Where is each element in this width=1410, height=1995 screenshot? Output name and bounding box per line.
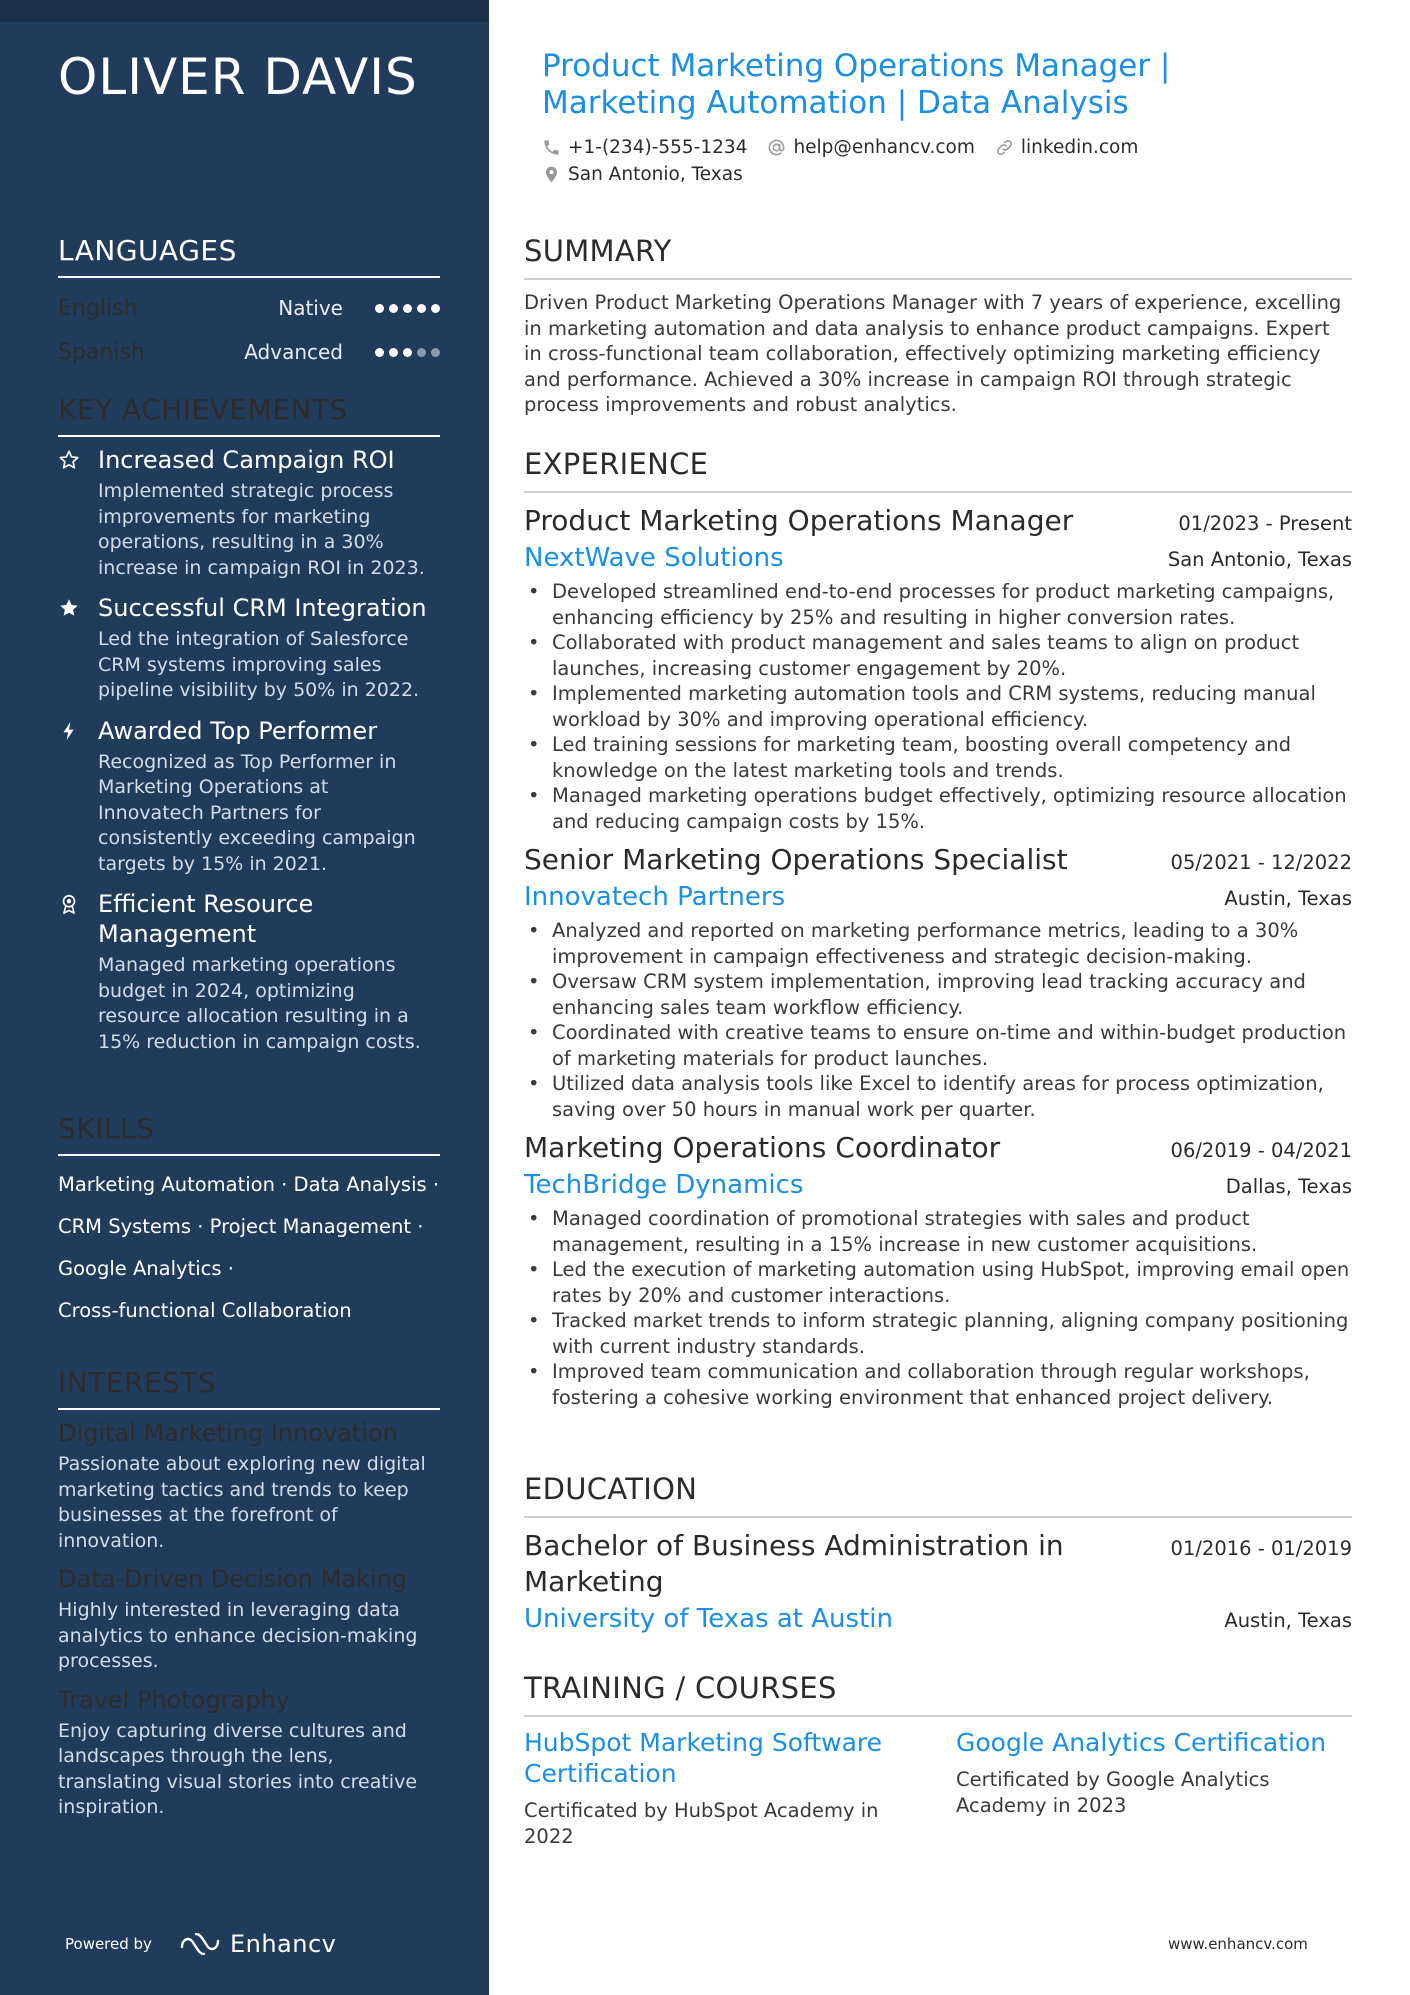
education-title: EDUCATION	[524, 1472, 1352, 1518]
at-icon	[767, 138, 786, 157]
languages-title: LANGUAGES	[58, 234, 440, 278]
language-name: English	[58, 295, 138, 321]
skill-line: Cross-functional Collaboration	[58, 1299, 352, 1322]
job-bullets	[524, 1206, 1352, 1410]
bullet-item: • Managed marketing operations budget effectively, optimizing resource allocation and reducing campaign costs by 15%.	[524, 783, 1352, 834]
achievement-item	[58, 716, 440, 878]
contact-linkedin[interactable]	[995, 137, 1138, 158]
achievement-title: Efficient Resource Management	[98, 890, 314, 948]
bullet-item: • Tracked market trends to inform strategic planning, aligning company positioning with current industry standards.	[524, 1308, 1352, 1359]
sidebar-top-bar	[0, 0, 489, 22]
proficiency-dots	[375, 304, 440, 313]
language-row	[58, 330, 440, 374]
skill-line: CRM Systems · Project Management ·	[58, 1215, 424, 1238]
job-location: San Antonio, Texas	[1167, 548, 1352, 571]
job-bullets	[524, 579, 1352, 834]
achievement-title: Awarded Top Performer	[98, 716, 378, 745]
job-entry	[524, 503, 1352, 834]
summary-section	[524, 234, 1352, 418]
interest-title: Travel Photography	[58, 1685, 290, 1714]
skills-title: SKILLS	[58, 1112, 440, 1156]
achievements-section	[58, 393, 440, 1067]
education-section	[524, 1472, 1352, 1636]
bullet-item: • Coordinated with creative teams to ensure on-time and within-budget production of marketing materials for product launches.	[524, 1020, 1352, 1071]
education-location: Austin, Texas	[1224, 1609, 1352, 1632]
experience-section	[524, 447, 1352, 1418]
achievement-description: Managed marketing operations budget in 2024, optimizing resource allocation resulting in a 15% reduction in campaign costs.	[98, 954, 421, 1053]
training-section	[524, 1671, 1352, 1850]
lightning-icon	[58, 716, 98, 878]
contact-location	[542, 164, 743, 185]
location-text: San Antonio, Texas	[568, 164, 743, 185]
bullet-item: • Oversaw CRM system implementation, improving lead tracking accuracy and enhancing sales team workflow efficiency.	[524, 969, 1352, 1020]
language-row	[58, 286, 440, 330]
language-name: Spanish	[58, 339, 145, 365]
language-level: Advanced	[244, 340, 343, 364]
powered-by-label: Powered by	[65, 1935, 152, 1953]
interest-description: Highly interested in leveraging data analytics to enhance decision-making processes.	[58, 1599, 418, 1672]
summary-title: SUMMARY	[524, 234, 1352, 280]
languages-section	[58, 234, 440, 374]
interest-title: Digital Marketing Innovation	[58, 1419, 398, 1447]
job-bullets	[524, 918, 1352, 1122]
school-name: University of Texas at Austin	[524, 1604, 893, 1634]
experience-title: EXPERIENCE	[524, 447, 1352, 493]
achievement-description: Recognized as Top Performer in Marketing Operations at Innovatech Partners for consistently exceeding campaign targets by 15% in 2021.	[98, 750, 416, 875]
course-item	[956, 1727, 1352, 1850]
course-description: Certificated by Google Analytics Academy in 2023	[956, 1768, 1270, 1817]
star-filled-icon	[58, 593, 98, 704]
summary-text: Driven Product Marketing Operations Manager with 7 years of experience, excelling in marketing automation and data analysis to enhance product campaigns. Expert in cross-functional team collaboration, effectively optimizing marketing efficiency and performance. Achieved a 30% increase in campaign ROI through strategic process improvements and robust analytics.	[524, 291, 1342, 416]
job-location: Dallas, Texas	[1225, 1175, 1352, 1198]
proficiency-dot	[417, 348, 426, 357]
star-outline-icon	[58, 445, 98, 581]
job-date: 05/2021 - 12/2022	[1170, 851, 1352, 874]
job-title: Senior Marketing Operations Specialist	[524, 843, 1068, 876]
bullet-item: • Utilized data analysis tools like Excel to identify areas for process optimization, saving over 50 hours in manual work per quarter.	[524, 1071, 1352, 1122]
proficiency-dot	[417, 304, 426, 313]
bullet-item: • Improved team communication and collaboration through regular workshops, fostering a cohesive working environment that enhanced project delivery.	[524, 1359, 1352, 1410]
course-title: Google Analytics Certification	[956, 1728, 1327, 1757]
interest-title: Data-Driven Decision Making	[58, 1565, 408, 1593]
link-icon	[995, 138, 1014, 157]
proficiency-dot	[403, 348, 412, 357]
skill-line: Google Analytics ·	[58, 1257, 234, 1280]
interests-title: INTERESTS	[58, 1366, 440, 1410]
job-title: Marketing Operations Coordinator	[524, 1131, 1001, 1164]
candidate-name: OLIVER DAVIS	[58, 48, 418, 106]
enhancv-logo-icon	[178, 1933, 222, 1955]
achievement-item	[58, 593, 440, 704]
bullet-item: • Managed coordination of promotional strategies with sales and product management, resulting in a 15% increase in new customer acquisitions.	[524, 1206, 1352, 1257]
headline: Product Marketing Operations Manager | Marketing Automation | Data Analysis	[542, 48, 1171, 121]
bullet-item: • Collaborated with product management and sales teams to align on product launches, increasing customer engagement by 20%.	[524, 630, 1352, 681]
job-location: Austin, Texas	[1224, 887, 1352, 910]
proficiency-dots	[375, 348, 440, 357]
footer-url[interactable]: www.enhancv.com	[1168, 1935, 1308, 1953]
bullet-item: • Led the execution of marketing automation using HubSpot, improving email open rates by 20% and customer interactions.	[524, 1257, 1352, 1308]
proficiency-dot	[375, 304, 384, 313]
company-name: NextWave Solutions	[524, 543, 784, 573]
proficiency-dot	[403, 304, 412, 313]
bullet-item: • Implemented marketing automation tools and CRM systems, reducing manual workload by 30% and improving operational efficiency.	[524, 681, 1352, 732]
interests-section	[58, 1366, 440, 1831]
email-text: help@enhancv.com	[793, 137, 975, 158]
location-pin-icon	[542, 165, 561, 184]
achievement-title: Successful CRM Integration	[98, 594, 427, 622]
course-title: HubSpot Marketing Software Certification	[524, 1728, 883, 1788]
achievements-title: KEY ACHIEVEMENTS	[58, 393, 440, 437]
enhancv-logo[interactable]	[178, 1930, 336, 1958]
contact-row	[542, 137, 1138, 158]
bullet-item: • Developed streamlined end-to-end processes for product marketing campaigns, enhancing efficiency by 25% and resulting in higher conversion rates.	[524, 579, 1352, 630]
proficiency-dot	[431, 348, 440, 357]
proficiency-dot	[375, 348, 384, 357]
phone-icon	[542, 138, 561, 157]
course-item	[524, 1727, 920, 1850]
job-title: Product Marketing Operations Manager	[524, 504, 1074, 537]
powered-by	[65, 1930, 336, 1958]
bullet-item: • Analyzed and reported on marketing performance metrics, leading to a 30% improvement in campaign effectiveness and strategic decision-making.	[524, 918, 1352, 969]
interest-description: Passionate about exploring new digital marketing tactics and trends to keep businesses at the forefront of innovation.	[58, 1453, 426, 1552]
achievement-item	[58, 445, 440, 581]
contact-phone[interactable]	[542, 137, 747, 158]
skills-section	[58, 1112, 440, 1332]
language-level: Native	[278, 296, 343, 320]
achievement-title: Increased Campaign ROI	[98, 446, 395, 474]
job-date: 06/2019 - 04/2021	[1170, 1139, 1352, 1162]
phone-text: +1-(234)-555-1234	[568, 137, 748, 158]
degree-title: Bachelor of Business Administration in Marketing	[524, 1529, 1064, 1598]
proficiency-dot	[431, 304, 440, 313]
training-title: TRAINING / COURSES	[524, 1671, 1352, 1717]
company-name: TechBridge Dynamics	[524, 1170, 804, 1200]
brand-name: Enhancv	[229, 1930, 337, 1958]
course-description: Certificated by HubSpot Academy in 2022	[524, 1799, 879, 1848]
contact-email[interactable]	[767, 137, 974, 158]
contact-row-2	[542, 164, 743, 185]
job-entry	[524, 842, 1352, 1122]
bullet-item: • Led training sessions for marketing team, boosting overall competency and knowledge on the latest marketing tools and trends.	[524, 732, 1352, 783]
achievement-description: Implemented strategic process improvements for marketing operations, resulting in a 30% increase in campaign ROI in 2023.	[98, 480, 425, 579]
medal-icon	[58, 889, 98, 1055]
job-date: 01/2023 - Present	[1178, 512, 1352, 535]
achievement-item	[58, 889, 440, 1055]
interest-description: Enjoy capturing diverse cultures and landscapes through the lens, translating visual stories into creative inspiration.	[58, 1719, 418, 1818]
proficiency-dot	[389, 304, 398, 313]
skill-line: Marketing Automation · Data Analysis ·	[58, 1173, 440, 1196]
education-date: 01/2016 - 01/2019	[1170, 1537, 1352, 1560]
company-name: Innovatech Partners	[524, 882, 786, 912]
proficiency-dot	[389, 348, 398, 357]
achievement-description: Led the integration of Salesforce CRM systems improving sales pipeline visibility by 50% in 2022.	[98, 628, 420, 701]
linkedin-text: linkedin.com	[1020, 137, 1139, 158]
job-entry	[524, 1130, 1352, 1410]
